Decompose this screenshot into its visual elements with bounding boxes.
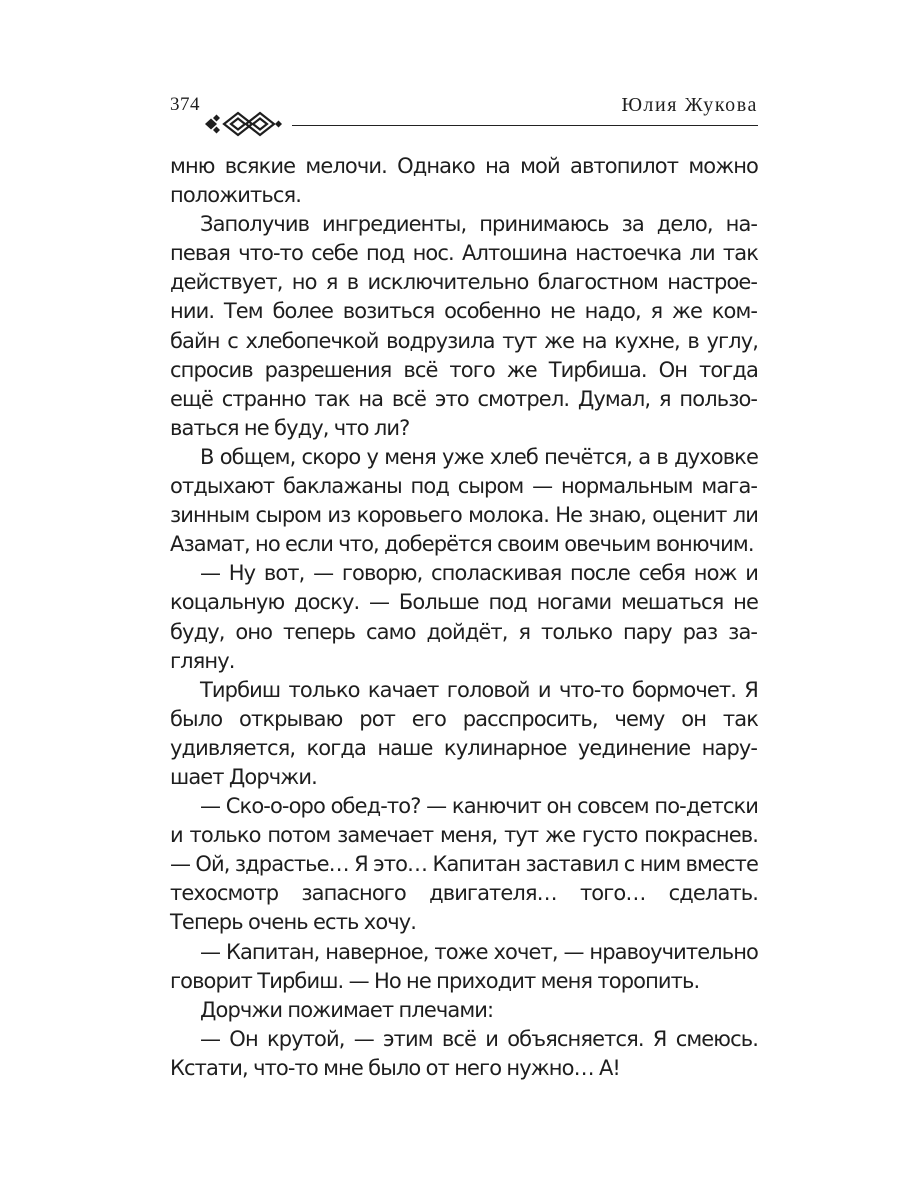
paragraph: мню всякие мелочи. Однако на мой автопилот можно положиться. [170, 154, 758, 208]
paragraph: — Капитан, наверное, тоже хочет, — нравоучительно говорит Тирбиш. — Но не приходит меня торопить. [170, 939, 758, 993]
paragraph: В общем, скоро у меня уже хлеб печётся, а в духовке отдыхают баклажаны под сыром — нормальным магазинным сыром из коровьего молока. Не знаю, оценит ли Азамат, но если что, доберётся своим овечьим вонючим. [170, 444, 758, 557]
ornament-icon [204, 110, 282, 138]
running-head-author: Юлия Жукова [621, 94, 758, 116]
header-rule [292, 125, 758, 126]
paragraph: Заполучив ингредиенты, принимаюсь за дело, напевая что-то себе под нос. Алтошина настоечка ли так действует, но я в исключительно благостном настроении. Тем более возиться особенно не надо, я же комбайн с хлебопечкой водрузила тут же на кухне, в углу, спросив разрешения всё того же Тирбиша. Он тогда ещё странно так на всё это смотрел. Думал, я пользоваться не буду, что ли? [170, 212, 758, 440]
body-text [170, 152, 758, 1083]
paragraph: Тирбиш только качает головой и что-то бормочет. Я было открываю рот его расспросить, чему он так удивляется, когда наше кулинарное уединение нарушает Дорчжи. [170, 677, 758, 789]
paragraph: Дорчжи пожимает плечами: [200, 997, 494, 1022]
paragraph: — Ну вот, — говорю, споласкивая после себя нож и коцальную доску. — Больше под ногами мешаться не буду, оно теперь само дойдёт, я только пару раз загляну. [170, 561, 758, 673]
paragraph: — Ско-о-оро обед-то? — канючит он совсем по-детски и только потом замечает меня, тут же густо покраснев. — Ой, здрастье… Я это… Капитан заставил с ним вместе техосмотр запасного двигателя… того… сделать. Теперь очень есть хочу. [170, 794, 758, 935]
page-header [170, 92, 758, 142]
paragraph: — Он крутой, — этим всё и объясняется. Я смеюсь. Кстати, что-то мне было от него нужно… А! [170, 1026, 758, 1080]
page-number: 374 [170, 94, 200, 115]
